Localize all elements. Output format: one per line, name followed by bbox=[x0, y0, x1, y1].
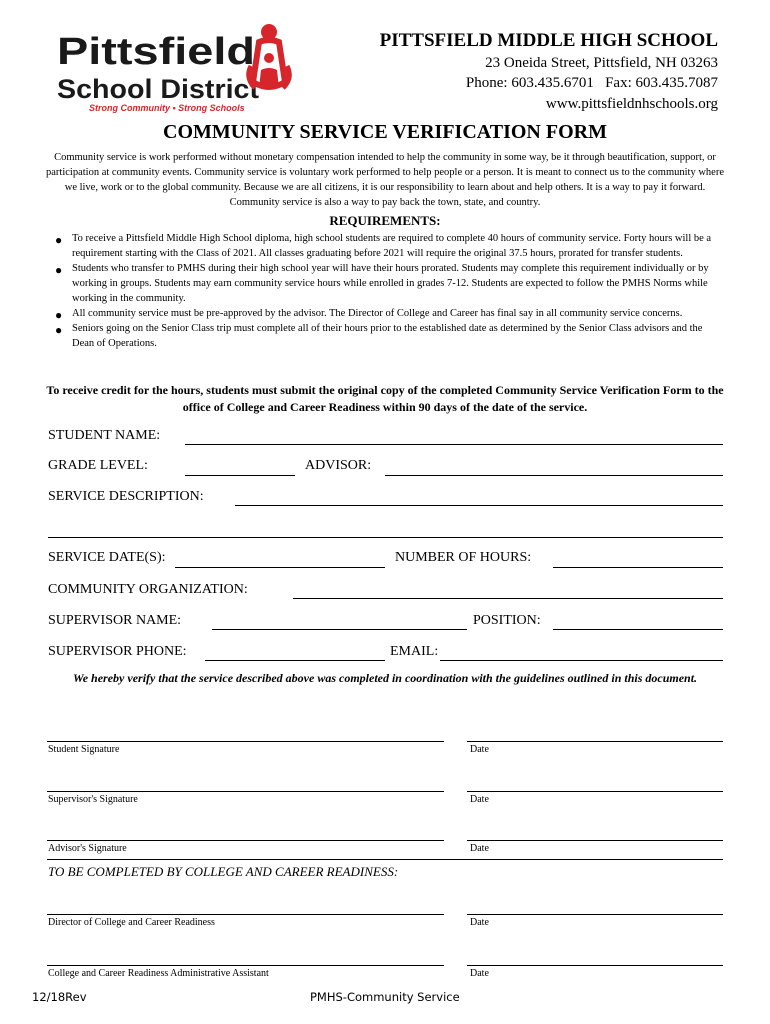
ccr-heading: TO BE COMPLETED BY COLLEGE AND CAREER READINESS: bbox=[48, 864, 399, 879]
number-of-hours-label: NUMBER OF HOURS: bbox=[395, 550, 532, 565]
school-phone-fax: Phone: 603.435.6701 Fax: 603.435.7087 bbox=[465, 75, 718, 91]
supervisor-name-label: SUPERVISOR NAME: bbox=[48, 613, 182, 628]
bullet-icon: ● bbox=[55, 263, 63, 277]
director-signature-line[interactable] bbox=[47, 914, 444, 915]
student-date-label: Date bbox=[470, 744, 489, 755]
supervisor-signature-line[interactable] bbox=[47, 791, 444, 792]
service-dates-input[interactable] bbox=[175, 567, 385, 568]
assistant-signature-label: College and Career Readiness Administrative Assistant bbox=[48, 968, 269, 979]
school-name: PITTSFIELD MIDDLE HIGH SCHOOL bbox=[379, 30, 718, 51]
assistant-date-line[interactable] bbox=[467, 965, 723, 966]
requirements-heading: REQUIREMENTS: bbox=[329, 213, 441, 228]
footer-form-id: PMHS-Community Service bbox=[310, 990, 460, 1004]
position-label: POSITION: bbox=[473, 613, 541, 628]
requirement-item: ● Seniors going on the Senior Class trip must complete all of their hours prior to the established date as determined by the Senior Class advisors and the Dean of Operations. bbox=[55, 323, 703, 349]
director-signature-label: Director of College and Career Readiness bbox=[48, 917, 215, 928]
supervisor-phone-input[interactable] bbox=[205, 660, 385, 661]
director-date-line[interactable] bbox=[467, 914, 723, 915]
director-date-label: Date bbox=[470, 917, 489, 928]
requirement-item: ● To receive a Pittsfield Middle High School diploma, high school students are required to complete 40 hours of community service. Forty hours will be a requirement starting with the Class of 2021. All classes graduating before 2021 will require the original 37.5 hours, prorated for transfer students. bbox=[55, 233, 712, 259]
supervisor-phone-label: SUPERVISOR PHONE: bbox=[48, 644, 187, 659]
school-address: 23 Oneida Street, Pittsfield, NH 03263 bbox=[485, 55, 718, 71]
footer-revision: 12/18Rev bbox=[32, 990, 87, 1004]
service-dates-label: SERVICE DATE(S): bbox=[48, 550, 166, 565]
supervisor-date-line[interactable] bbox=[467, 791, 723, 792]
district-logo-graphic bbox=[55, 22, 345, 117]
assistant-date-label: Date bbox=[470, 968, 489, 979]
requirement-item: ● All community service must be pre-approved by the advisor. The Director of College and Career has final say in all community service concerns. bbox=[55, 308, 683, 322]
bullet-icon: ● bbox=[55, 308, 63, 322]
requirements-list bbox=[55, 231, 723, 351]
supervisor-date-label: Date bbox=[470, 794, 489, 805]
advisor-signature-line[interactable] bbox=[47, 840, 444, 841]
email-label: EMAIL: bbox=[390, 644, 439, 659]
community-organization-input[interactable] bbox=[293, 598, 723, 599]
advisor-date-line[interactable] bbox=[467, 840, 723, 841]
bullet-icon: ● bbox=[55, 233, 63, 247]
advisor-input[interactable] bbox=[385, 475, 723, 476]
student-signature-label: Student Signature bbox=[48, 744, 120, 755]
grade-level-input[interactable] bbox=[185, 475, 295, 476]
assistant-signature-line[interactable] bbox=[47, 965, 444, 966]
form-title: COMMUNITY SERVICE VERIFICATION FORM bbox=[163, 121, 607, 143]
advisor-signature-label: Advisor's Signature bbox=[48, 843, 127, 854]
email-input[interactable] bbox=[440, 660, 723, 661]
section-divider bbox=[47, 859, 723, 860]
credit-notice: To receive credit for the hours, students must submit the original copy of the completed Community Service Verification Form to the office of College and Career Readiness within 90 days of the date of the service. bbox=[46, 383, 724, 414]
verification-statement: We hereby verify that the service described above was completed in coordination with the guidelines outlined in this document. bbox=[72, 671, 698, 685]
number-of-hours-input[interactable] bbox=[553, 567, 723, 568]
advisor-date-label: Date bbox=[470, 843, 489, 854]
student-name-label: STUDENT NAME: bbox=[48, 428, 161, 443]
student-signature-line[interactable] bbox=[47, 741, 444, 742]
student-date-line[interactable] bbox=[467, 741, 723, 742]
advisor-label: ADVISOR: bbox=[305, 458, 372, 473]
student-name-input[interactable] bbox=[185, 444, 723, 445]
logo-line1: Pittsfield bbox=[57, 31, 255, 73]
intro-paragraph: Community service is work performed without monetary compensation intended to help the community in some way, be it through beautification, support, or participation at community events. Community service is voluntary work performed to help people or a person. It is meant to connect us to the community where we live, work or to the global community. Because we are all citizens, it is our responsibility to learn about and help others. It is a way to pay it forward. Community service is also a way to pay back the town, state, and country. bbox=[46, 152, 724, 208]
logo-line2: School District bbox=[57, 74, 260, 104]
community-organization-label: COMMUNITY ORGANIZATION: bbox=[48, 582, 248, 597]
supervisor-signature-label: Supervisor's Signature bbox=[48, 794, 138, 805]
school-website: www.pittsfieldnhschools.org bbox=[545, 96, 718, 112]
grade-level-label: GRADE LEVEL: bbox=[48, 458, 148, 473]
bullet-icon: ● bbox=[55, 323, 63, 337]
supervisor-name-input[interactable] bbox=[212, 629, 467, 630]
service-description-label: SERVICE DESCRIPTION: bbox=[48, 489, 204, 504]
position-input[interactable] bbox=[553, 629, 723, 630]
service-description-input-line2[interactable] bbox=[48, 537, 723, 538]
logo-tagline: Strong Community • Strong Schools bbox=[89, 103, 245, 113]
district-logo bbox=[55, 22, 345, 117]
service-description-input[interactable] bbox=[235, 505, 723, 506]
requirement-item: ● Students who transfer to PMHS during their high school year will have their hours prorated. Students may complete this requirement individually or by working in groups. Students may earn community service hours while enrolled in grades 7-12. Students are expected to follow the PMHS Norms while working in the community. bbox=[55, 263, 709, 304]
